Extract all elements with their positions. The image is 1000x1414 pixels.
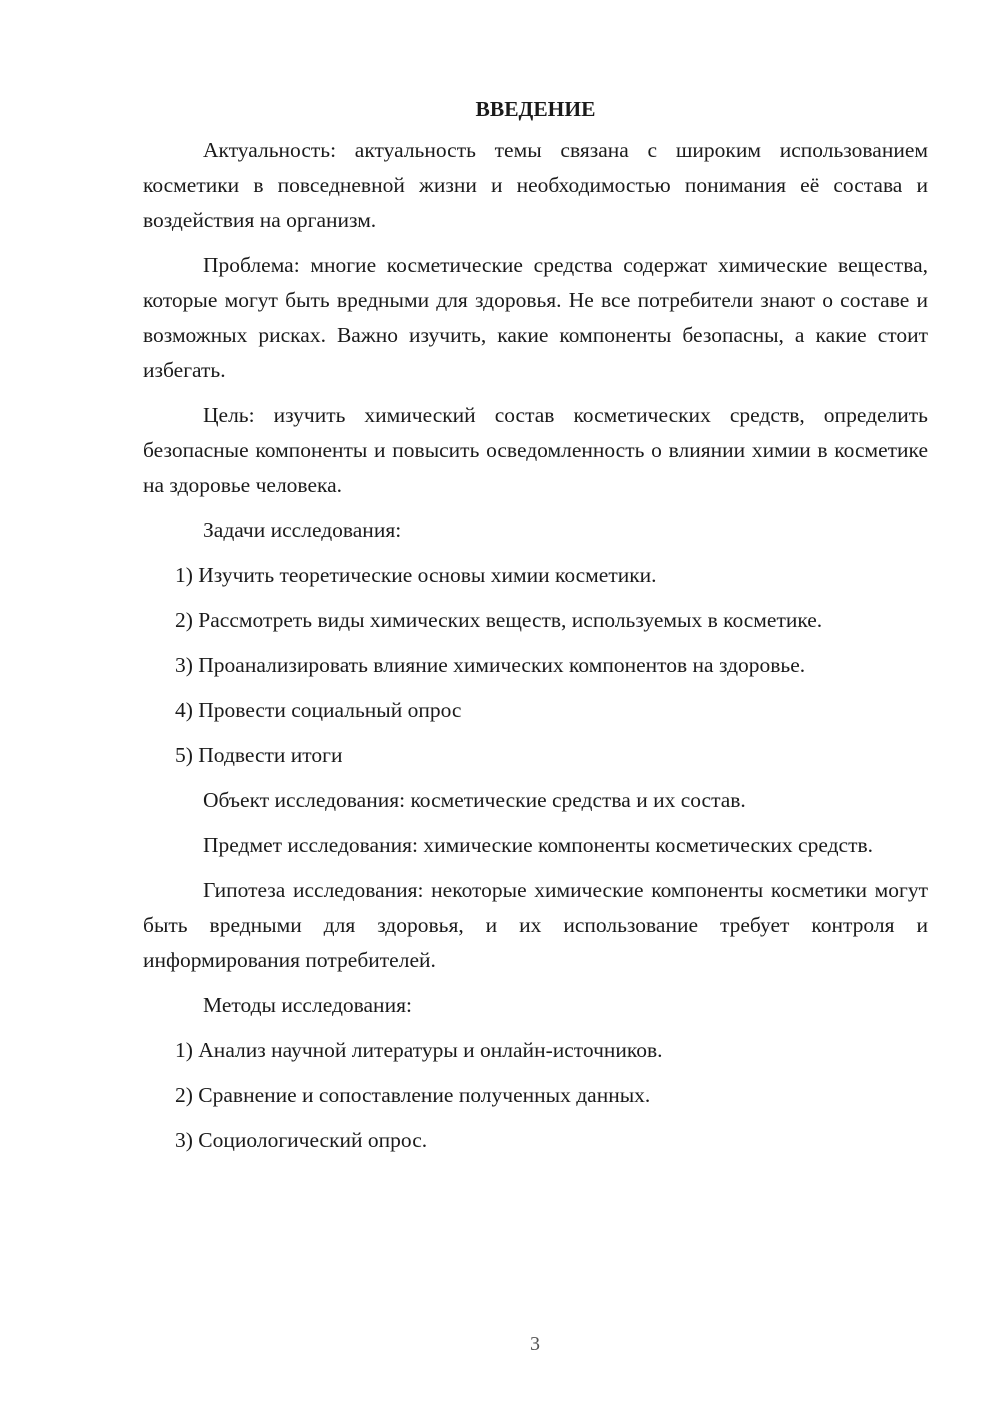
list-item: 3) Социологический опрос. [175, 1128, 428, 1152]
goal-paragraph: Цель: изучить химический состав косметических средств, определить безопасные компоненты и повысить осведомленность о влиянии химии в косметике на здоровье человека. [143, 403, 928, 497]
hypothesis-paragraph: Гипотеза исследования: некоторые химические компоненты косметики могут быть вредными для здоровья, и их использование требует контроля и информирования потребителей. [143, 878, 928, 972]
list-item: 3) Проанализировать влияние химических компонентов на здоровье. [175, 653, 806, 677]
methods-list [143, 1033, 928, 1158]
methods-heading: Методы исследования: [203, 993, 412, 1017]
page-content [143, 92, 928, 1168]
problem-paragraph: Проблема: многие косметические средства содержат химические вещества, которые могут быть вредными для здоровья. Не все потребители знают о составе и возможных рисках. Важно изучить, какие компоненты безопасны, а какие стоит избегать. [143, 253, 928, 382]
subject-paragraph: Предмет исследования: химические компоненты косметических средств. [203, 833, 874, 857]
list-item: 2) Сравнение и сопоставление полученных данных. [175, 1083, 651, 1107]
list-item: 1) Анализ научной литературы и онлайн-источников. [175, 1038, 663, 1062]
tasks-list [143, 558, 928, 773]
section-title: ВВЕДЕНИЕ [475, 97, 596, 121]
list-item: 1) Изучить теоретические основы химии косметики. [175, 563, 657, 587]
object-paragraph: Объект исследования: косметические средства и их состав. [203, 788, 746, 812]
list-item: 5) Подвести итоги [175, 743, 343, 767]
relevance-paragraph: Актуальность: актуальность темы связана с широким использованием косметики в повседневной жизни и необходимостью понимания её состава и воздействия на организм. [143, 138, 928, 232]
tasks-heading: Задачи исследования: [203, 518, 402, 542]
list-item: 4) Провести социальный опрос [175, 698, 462, 722]
list-item: 2) Рассмотреть виды химических веществ, используемых в косметике. [175, 608, 823, 632]
page-number: 3 [530, 1333, 540, 1355]
